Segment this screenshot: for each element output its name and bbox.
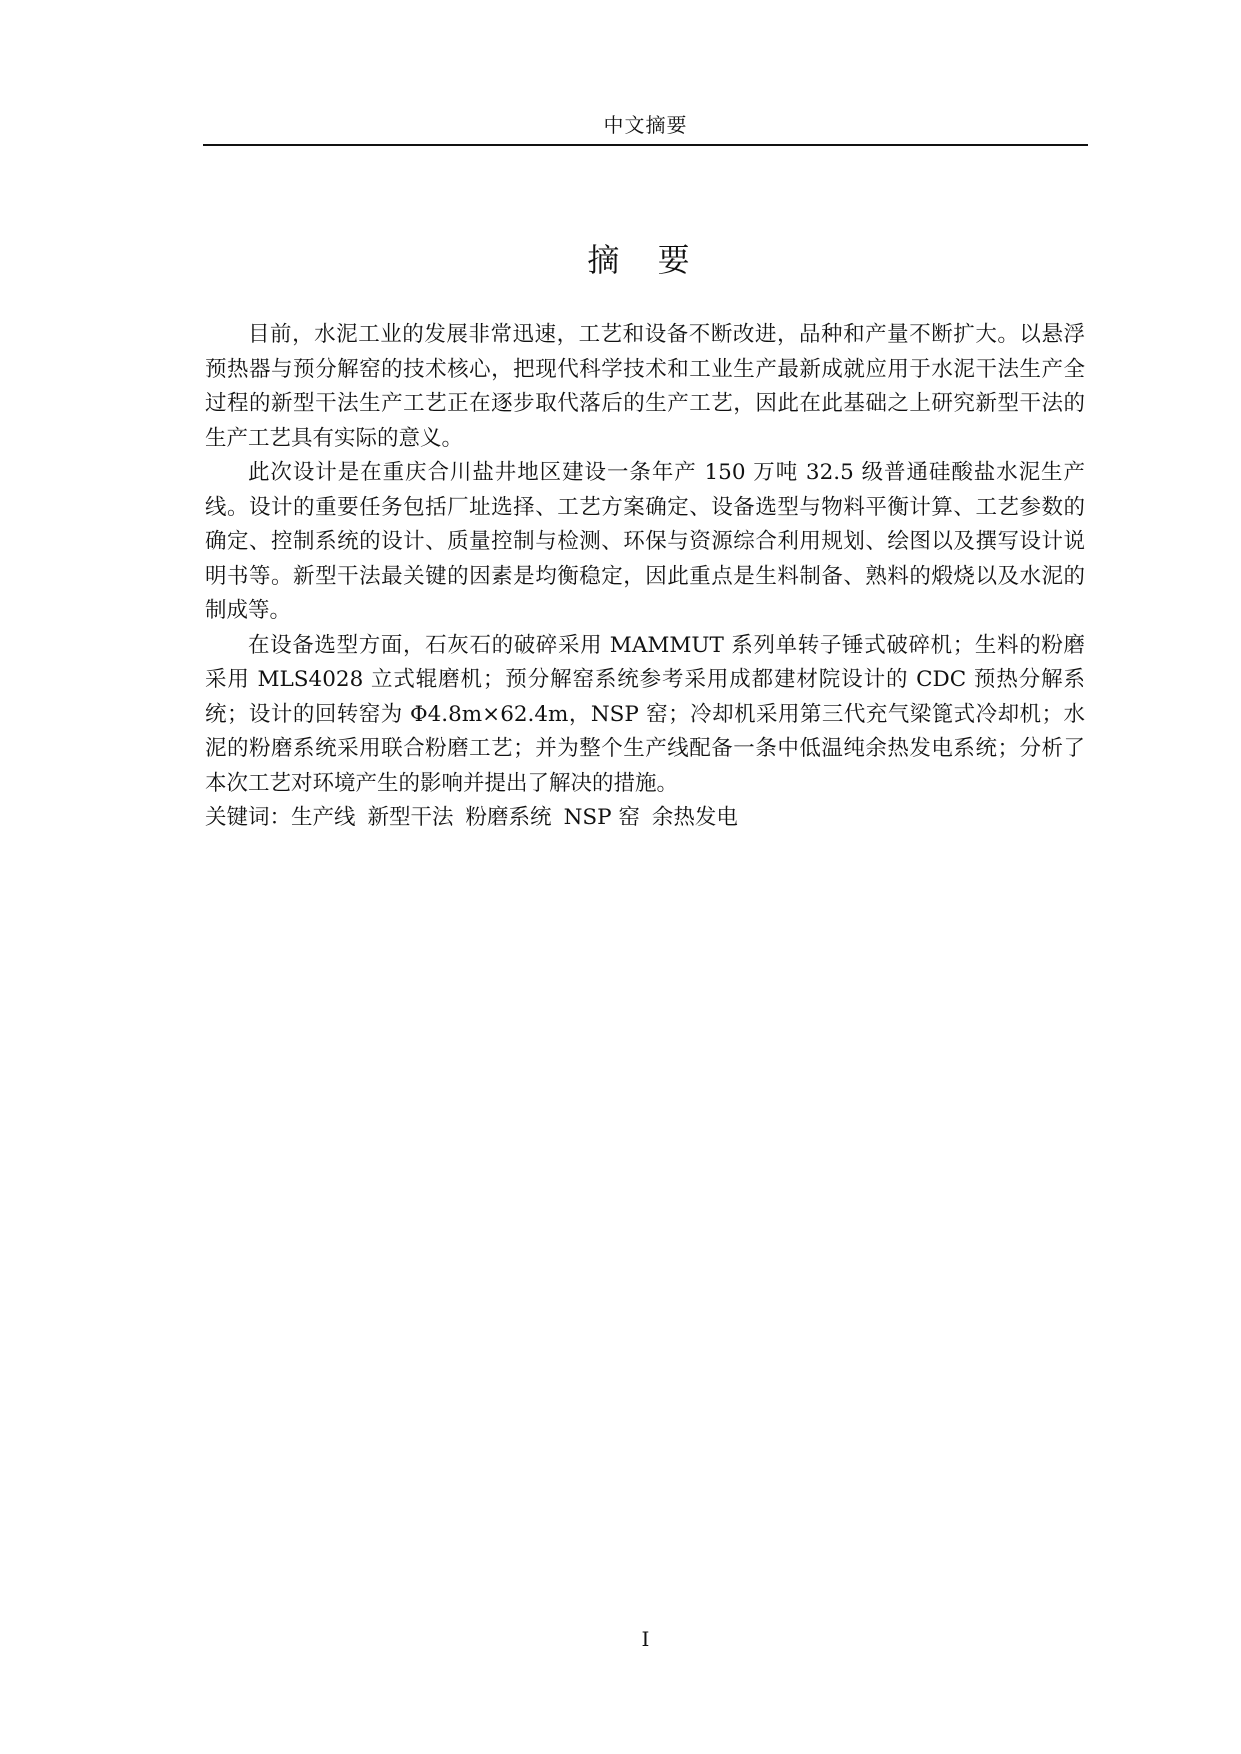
- page-title: 摘 要: [587, 241, 704, 279]
- abstract-paragraph: 在设备选型方面，石灰石的破碎采用 MAMMUT 系列单转子锤式破碎机；生料的粉磨采用 MLS4028 立式辊磨机；预分解窑系统参考采用成都建材院设计的 CDC 预热分解系统；设计的回转窑为 Φ4.8m×62.4m，NSP 窑；冷却机采用第三代充气梁篦式冷却机；水泥的粉磨系统采用联合粉磨工艺；并为整个生产线配备一条中低温纯余热发电系统；分析了本次工艺对环境产生的影响并提出了解决的措施。: [205, 632, 1085, 796]
- keyword: 新型干法: [367, 805, 454, 830]
- running-header: 中文摘要: [603, 113, 688, 137]
- abstract-paragraph: 此次设计是在重庆合川盐井地区建设一条年产 150 万吨 32.5 级普通硅酸盐水泥生产线。设计的重要任务包括厂址选择、工艺方案确定、设备选型与物料平衡计算、工艺参数的确定、控制系统的设计、质量控制与检测、环保与资源综合利用规划、绘图以及撰写设计说明书等。新型干法最关键的因素是均衡稳定，因此重点是生料制备、熟料的煅烧以及水泥的制成等。: [205, 460, 1085, 623]
- abstract-body: [205, 318, 1085, 836]
- keyword: 余热发电: [651, 805, 738, 830]
- keywords-label: 关键词：: [205, 805, 292, 830]
- abstract-paragraph: 目前，水泥工业的发展非常迅速，工艺和设备不断改进，品种和产量不断扩大。以悬浮预热器与预分解窑的技术核心，把现代科学技术和工业生产最新成就应用于水泥干法生产全过程的新型干法生产工艺正在逐步取代落后的生产工艺，因此在此基础之上研究新型干法的生产工艺具有实际的意义。: [205, 322, 1085, 451]
- page-number: I: [641, 1627, 650, 1651]
- keyword: NSP 窑: [563, 805, 640, 830]
- keyword: 生产线: [291, 805, 356, 830]
- header-rule: [203, 144, 1088, 146]
- keyword: 粉磨系统: [465, 805, 552, 830]
- keywords-line: [205, 801, 1085, 836]
